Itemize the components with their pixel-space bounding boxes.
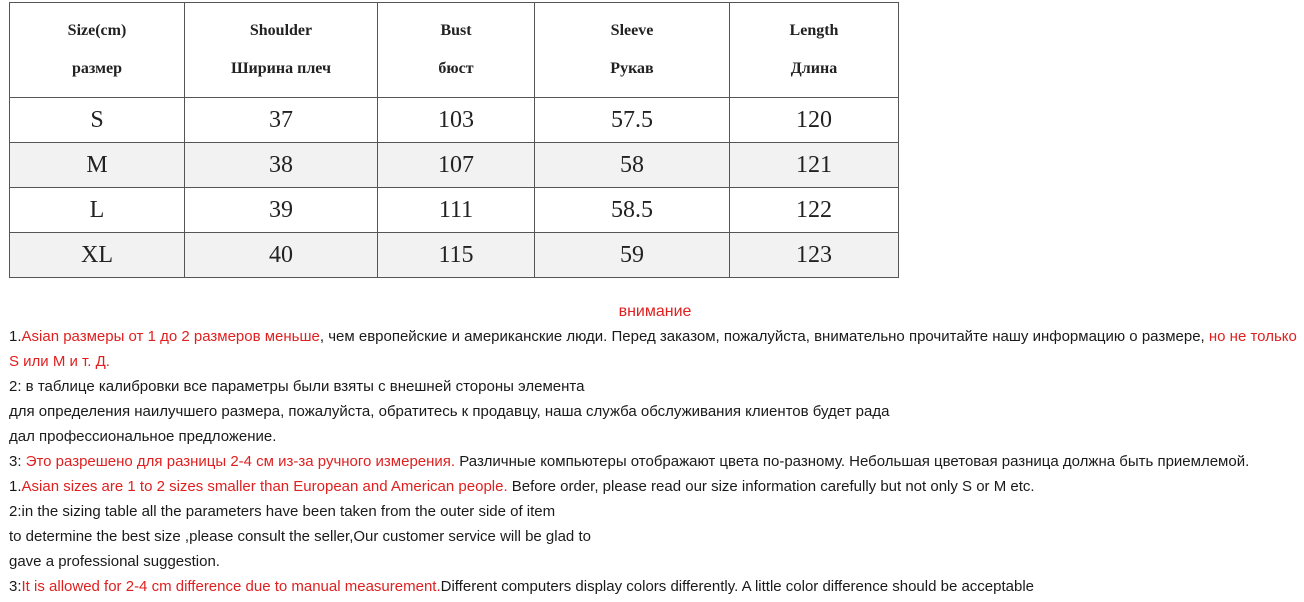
header-shoulder [185,3,378,98]
header-sleeve-en: Sleeve [610,22,654,39]
table-header-row [10,3,899,98]
cell-bust: 107 [378,143,535,188]
cell-size: XL [10,233,185,278]
note-ru-1-highlight-end: но не только S или M и т. Д. [9,328,1297,370]
cell-sleeve: 58 [535,143,730,188]
note-ru-3-text: Различные компьютеры отображают цвета по-разному. Небольшая цветовая разница должна быть приемлемой. [455,453,1250,470]
header-bust [378,3,535,98]
cell-size: S [10,98,185,143]
header-shoulder-en: Shoulder [249,22,313,39]
cell-shoulder: 39 [185,188,378,233]
cell-size: L [10,188,185,233]
header-length-ru: Длина [790,60,838,77]
cell-sleeve: 57.5 [535,98,730,143]
note-en-3-prefix: 3: [9,578,22,595]
cell-sleeve: 59 [535,233,730,278]
note-en-1-highlight: Asian sizes are 1 to 2 sizes smaller than European and American people. [21,478,508,495]
note-ru-1-prefix: 1. [9,328,22,345]
table-row [10,188,899,233]
cell-sleeve: 58.5 [535,188,730,233]
note-en-2-line-1: 2:in the sizing table all the parameters have been taken from the outer side of item [9,503,556,520]
cell-bust: 103 [378,98,535,143]
cell-shoulder: 38 [185,143,378,188]
note-ru-2-line-2: для определения наилучшего размера, пожалуйста, обратитесь к продавцу, наша служба обслуживания клиентов будет рада [9,403,890,420]
table-row [10,233,899,278]
header-shoulder-ru: Ширина плеч [230,60,332,77]
note-en-3 [9,574,1301,599]
cell-size: M [10,143,185,188]
header-bust-en: Bust [440,22,472,39]
cell-bust: 111 [378,188,535,233]
header-size-ru: размер [72,60,122,77]
note-en-2-line-2: to determine the best size ,please consult the seller,Our customer service will be glad to [9,528,591,545]
header-length [730,3,899,98]
note-ru-3 [9,449,1301,474]
note-ru-1-text: , чем европейские и американские люди. Перед заказом, пожалуйста, внимательно прочитайте нашу информацию о размере, [319,328,1209,345]
cell-length: 122 [730,188,899,233]
note-en-1-prefix: 1. [9,478,22,495]
table-row [10,143,899,188]
note-en-2-line-3: gave a professional suggestion. [9,553,220,570]
header-length-en: Length [789,22,839,39]
cell-length: 120 [730,98,899,143]
note-en-1 [9,474,1301,499]
note-ru-2-line-1: 2: в таблице калибровки все параметры были взяты с внешней стороны элемента [9,378,585,395]
note-en-1-text: Before order, please read our size information carefully but not only S or M etc. [507,478,1035,495]
table-row [10,98,899,143]
cell-length: 123 [730,233,899,278]
size-notes [9,300,1301,599]
note-ru-1-highlight: Asian размеры от 1 до 2 размеров меньше [21,328,320,345]
cell-length: 121 [730,143,899,188]
header-size [10,3,185,98]
size-chart-table [9,2,899,278]
header-sleeve-ru: Рукав [610,60,654,77]
note-ru-2-line-3: дал профессиональное предложение. [9,428,277,445]
note-ru-3-highlight: Это разрешено для разницы 2-4 см из-за ручного измерения. [25,453,456,470]
notes-title: внимание [618,303,692,320]
note-en-3-text: Different computers display colors differently. A little color difference should be acceptable [440,578,1035,595]
cell-shoulder: 37 [185,98,378,143]
header-size-en: Size(cm) [67,22,127,39]
header-sleeve [535,3,730,98]
note-ru-1 [9,324,1301,374]
cell-bust: 115 [378,233,535,278]
note-ru-3-prefix: 3: [9,453,26,470]
note-en-3-highlight: It is allowed for 2-4 cm difference due to manual measurement. [21,578,441,595]
header-bust-ru: бюст [438,60,474,77]
cell-shoulder: 40 [185,233,378,278]
